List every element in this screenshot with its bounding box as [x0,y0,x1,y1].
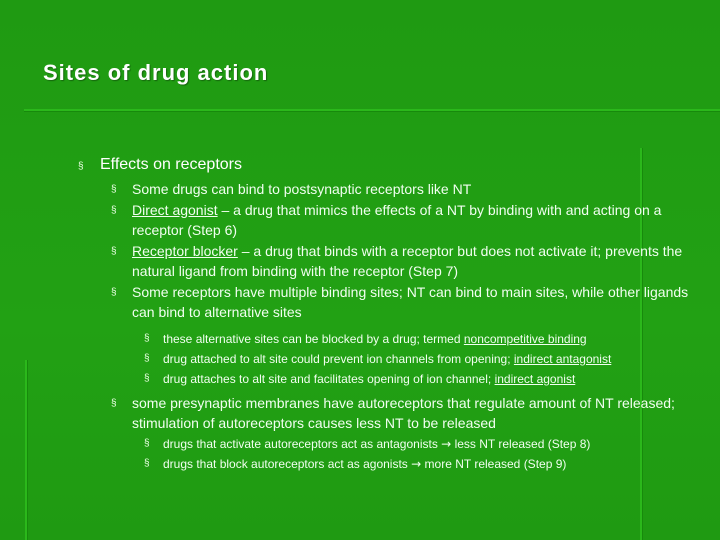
item-text: drugs that activate autoreceptors act as antagonists [163,436,442,451]
item-text: – a drug that binds with a receptor but does not activate it; prevents the natural ligand from binding with the receptor (Step 7) [132,242,683,279]
bullet-icon: § [144,372,150,384]
bullet-icon: § [111,184,117,195]
term-indirect-agonist: indirect agonist [494,371,576,386]
term-direct-agonist: Direct agonist [132,201,218,218]
item-text: drug attached to alt site could prevent ion channels from opening; [163,351,514,366]
list-item [78,179,698,200]
bullet-icon: § [144,332,150,344]
sub-list-item [78,329,698,349]
title-divider-line [24,109,720,111]
arrow-right-icon: → [441,436,452,451]
bullet-icon: § [111,286,117,298]
bullet-icon: § [144,457,150,469]
item-text: drug attaches to alt site and facilitates opening of ion channel; [163,371,495,386]
arrow-right-icon: → [411,456,422,471]
item-result: less NT released (Step 8) [451,436,591,451]
sub-list-item [78,454,698,474]
sub-list-item [78,434,698,454]
bullet-icon: § [111,204,117,216]
sub-list-item [78,349,698,369]
slide-content [78,155,698,474]
bullet-icon: § [78,161,84,172]
heading-text: Effects on receptors [100,156,242,173]
item-text: – a drug that mimics the effects of a NT by binding with and acting on a receptor (Step 6) [132,201,662,238]
slide-title: Sites of drug action [43,60,269,85]
item-text: Some drugs can bind to postsynaptic receptors like NT [132,181,472,197]
item-result: more NT released (Step 9) [421,456,567,471]
item-text: drugs that block autoreceptors act as agonists [163,456,412,471]
list-item [78,241,698,282]
bullet-icon: § [144,437,150,449]
left-decoration-line [25,360,27,540]
term-indirect-antagonist: indirect antagonist [513,351,612,366]
term-noncompetitive-binding: noncompetitive binding [463,331,587,346]
bullet-icon: § [144,352,150,364]
list-item [78,200,698,241]
list-item [78,393,698,434]
list-item [78,282,698,323]
sub-list-item [78,369,698,389]
bullet-icon: § [111,245,117,257]
bullet-icon: § [111,397,117,409]
item-text: these alternative sites can be blocked by a drug; termed [163,331,464,346]
heading-item [78,155,698,175]
term-receptor-blocker: Receptor blocker [132,242,238,259]
item-text: some presynaptic membranes have autoreceptors that regulate amount of NT released; stimulation of autoreceptors causes less NT to be released [132,394,675,431]
item-text: Some receptors have multiple binding sites; NT can bind to main sites, while other ligands can bind to alternative sites [132,283,689,320]
